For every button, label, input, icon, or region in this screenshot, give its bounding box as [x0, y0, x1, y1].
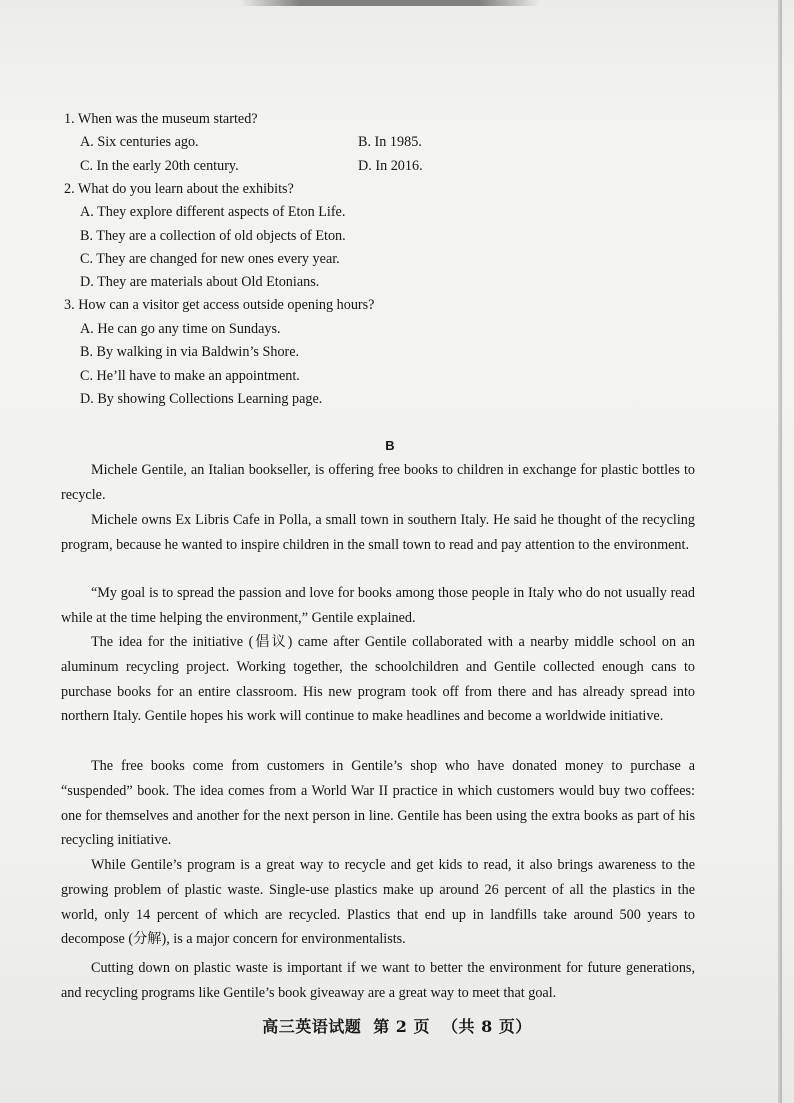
footer-total-pages: （共 8 页） [442, 1017, 532, 1036]
question-2-option-b: B. They are a collection of old objects of Eton. [80, 228, 346, 244]
top-scan-shadow [240, 0, 540, 6]
passage-paragraph-6: While Gentile’s program is a great way to recycle and get kids to read, it also brings awareness to the growing problem of plastic waste. Single-use plastics make up around 26 percent of all the plastics in the world, only 14 percent of which are recycled. Plastics that end up in landfills take around 500 years to decompose (分解), is a major concern for environmentalists. [61, 857, 695, 948]
question-1-option-a: A. Six centuries ago. [80, 134, 199, 150]
question-3-option-b: B. By walking in via Baldwin’s Shore. [80, 344, 300, 360]
question-2-option-a: A. They explore different aspects of Eton Life. [80, 204, 346, 220]
section-b-heading: B [385, 438, 395, 453]
question-1-option-c: C. In the early 20th century. [80, 158, 239, 174]
question-3-option-a: A. He can go any time on Sundays. [80, 321, 281, 337]
question-3-stem: 3. How can a visitor get access outside opening hours? [64, 297, 375, 313]
footer-exam-title: 高三英语试题 [262, 1017, 362, 1036]
question-1-stem: 1. When was the museum started? [64, 111, 258, 127]
footer-page-number: 第 2 页 [373, 1017, 430, 1036]
question-1-option-d: D. In 2016. [358, 158, 423, 174]
passage-paragraph-4: The idea for the initiative (倡议) came after Gentile collaborated with a nearby middle school on an aluminum recycling project. Working together, the schoolchildren and Gentile collected enough cans to purchase books for an entire classroom. His new program took off from there and has already spread into northern Italy. Gentile hopes his work will continue to make headlines and become a worldwide initiative. [61, 634, 695, 725]
question-3-option-d: D. By showing Collections Learning page. [80, 391, 323, 407]
right-scan-edge [778, 0, 782, 1103]
passage-paragraph-1: Michele Gentile, an Italian bookseller, is offering free books to children in exchange for plastic bottles to recycle. [61, 462, 695, 503]
passage-paragraph-7: Cutting down on plastic waste is important if we want to better the environment for future generations, and recycling programs like Gentile’s book giveaway are a great way to meet that goal. [61, 960, 695, 1001]
passage-paragraph-2: Michele owns Ex Libris Cafe in Polla, a small town in southern Italy. He said he thought of the recycling program, because he wanted to inspire children in the small town to read and pay attention to the environment. [61, 512, 695, 553]
page-footer [0, 1014, 794, 1037]
question-2-option-d: D. They are materials about Old Etonians. [80, 274, 320, 290]
question-3-option-c: C. He’ll have to make an appointment. [80, 368, 300, 384]
question-2-stem: 2. What do you learn about the exhibits? [64, 181, 294, 197]
passage-paragraph-5: The free books come from customers in Gentile’s shop who have donated money to purchase a “suspended” book. The idea comes from a World War II practice in which customers would buy two coffees: one for themselves and another for the next person in line. Gentile has been using the extra books as part of his recycling initiative. [61, 758, 695, 849]
passage-paragraph-3: “My goal is to spread the passion and love for books among those people in Italy who do not usually read while at the time helping the environment,” Gentile explained. [61, 585, 695, 626]
question-1-option-b: B. In 1985. [358, 134, 422, 150]
question-2-option-c: C. They are changed for new ones every year. [80, 251, 340, 267]
